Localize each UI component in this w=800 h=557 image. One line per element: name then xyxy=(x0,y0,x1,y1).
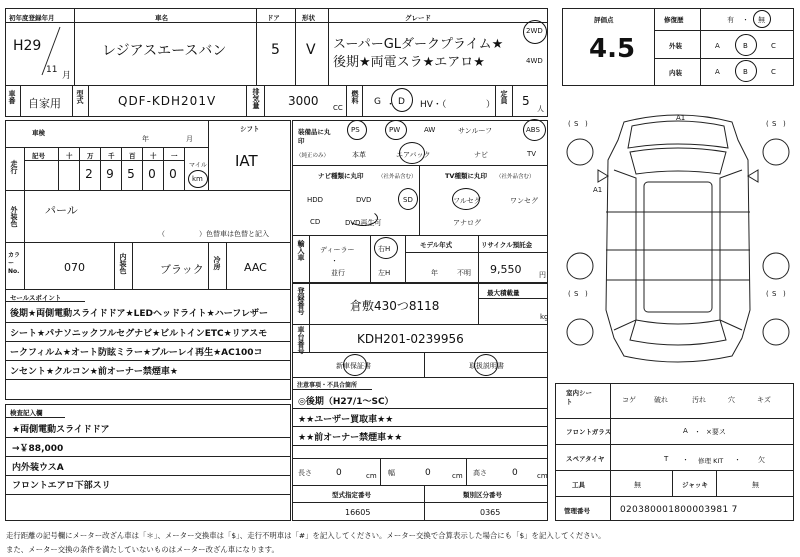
eq-ps: PS xyxy=(351,126,360,134)
diag-s-fr: S xyxy=(772,120,777,128)
place-ichi: 一 xyxy=(171,152,178,160)
left-h-option: 左H xyxy=(378,269,391,277)
shift-label: シフト xyxy=(240,125,260,133)
month-value: 11 xyxy=(46,65,58,75)
class-no-label: 類別区分番号 xyxy=(463,491,502,499)
diag-a1-left: A1 xyxy=(593,186,603,194)
sales-line: ークフィルム★オート防眩ミラー★ブルーレイ再生★AC100コ xyxy=(10,348,263,358)
hood xyxy=(628,121,728,148)
inspector-line: 内外装ウスA xyxy=(12,463,64,473)
navi-dvd: DVD xyxy=(356,196,372,204)
cc-unit: CC xyxy=(333,104,343,112)
mileage-digit: 0 xyxy=(148,167,156,181)
recycle-label: リサイクル預託金 xyxy=(481,241,533,249)
seat-burn: コゲ xyxy=(622,396,636,404)
fuel-close: ） xyxy=(486,100,496,110)
type-class-row xyxy=(292,485,548,521)
dvd-play-arc xyxy=(348,210,378,226)
frame-value: KDH201-0239956 xyxy=(357,332,464,346)
diag-s-ml: S xyxy=(574,290,579,298)
wheel-rr xyxy=(763,253,789,279)
warranty-row xyxy=(292,352,548,378)
notes-line: ★★ユーザー買取車★★ xyxy=(298,415,394,425)
spare-dot2: ・ xyxy=(734,456,741,464)
mileage-digit: 0 xyxy=(169,167,177,181)
diag-a1-top: A1 xyxy=(676,114,686,122)
mileage-digit: 9 xyxy=(106,167,114,181)
dealer-option: ディーラー xyxy=(320,246,355,254)
mgmt-label: 管理番号 xyxy=(564,507,590,515)
int-grade-c: C xyxy=(771,68,776,76)
model-code-value: QDF-KDH201V xyxy=(118,94,217,108)
wheel-rl2 xyxy=(567,319,593,345)
repair-dot: ・ xyxy=(742,16,749,24)
eq-navi: ナビ xyxy=(474,151,488,159)
spare-kit: 修理 KIT xyxy=(698,457,724,465)
car-diagram xyxy=(562,100,794,375)
door-label: ドア xyxy=(267,14,280,22)
tv-fullseg: フルセグ xyxy=(453,197,481,205)
wheel-fl xyxy=(567,139,593,165)
diag-s-mr-close: ) xyxy=(783,290,786,298)
naiso-label: 内装色 xyxy=(119,253,127,274)
body-outline xyxy=(606,115,750,362)
year-label: 初年度登録年月 xyxy=(9,14,55,22)
model-year-year: 年 xyxy=(431,269,438,277)
place-man: 万 xyxy=(87,152,94,160)
exterior-label: 外装 xyxy=(669,42,682,50)
windshield-x: ×要ス xyxy=(706,428,726,436)
recycle-fee: 9,550 xyxy=(490,263,522,276)
roof xyxy=(644,182,712,312)
drive-4wd: 4WD xyxy=(526,57,543,65)
diag-s-fl-close: ) xyxy=(585,120,588,128)
inspector-label: 検査記入欄 xyxy=(10,409,43,417)
diag-s-fl: S xyxy=(574,120,579,128)
displacement-value: 3000 xyxy=(288,94,319,108)
equipment-sub: （純正のみ） xyxy=(296,153,330,159)
door-value: 5 xyxy=(271,42,280,58)
tv-sub: （社外品含む） xyxy=(496,174,535,180)
repair-no: 無 xyxy=(758,16,765,24)
height-cm: cm xyxy=(537,472,548,480)
jack-label: ジャッキ xyxy=(682,481,708,489)
spare-label: スペアタイヤ xyxy=(566,455,605,463)
capacity-value: 5 xyxy=(522,94,530,108)
diag-s-mr-open: ( xyxy=(766,290,769,298)
place-hyaku: 百 xyxy=(129,152,136,160)
color-no-label: カラーNo. xyxy=(8,252,21,275)
capacity-unit: 人 xyxy=(537,105,544,113)
wheel-rr2 xyxy=(763,319,789,345)
use-value: 自家用 xyxy=(28,97,61,110)
color-paren: （ xyxy=(158,230,165,238)
sales-line: 後期★両側電動スライドドア★LEDヘッドライト★ハーフレザー xyxy=(10,309,268,319)
equipment-label: 装備品に丸印 xyxy=(298,128,331,145)
model-type-label: 型式 xyxy=(76,90,84,104)
color-no-value: 070 xyxy=(64,261,85,274)
diag-s-ml-close: ) xyxy=(585,290,588,298)
windshield-label: フロントガラス xyxy=(566,428,612,436)
navi-hdd: HDD xyxy=(307,196,324,204)
inspector-line: ★両側電動スライドドア xyxy=(12,425,110,435)
spec-row xyxy=(5,85,548,117)
drive-2wd: 2WD xyxy=(526,27,543,35)
teiin-label: 定員 xyxy=(500,90,508,104)
shaban-label: 車番 xyxy=(8,90,16,104)
spare-missing: 欠 xyxy=(758,456,765,464)
height-label: 高さ xyxy=(473,469,487,477)
mileage-unit-km: km xyxy=(192,175,203,183)
navi-dvd-play: DVD再生可 xyxy=(345,219,382,227)
height-value: 0 xyxy=(512,468,518,478)
type-no-value: 16605 xyxy=(345,508,371,517)
type-no-label: 型式指定番号 xyxy=(332,491,371,499)
navi-cd: CD xyxy=(310,218,321,226)
eq-abs: ABS xyxy=(526,126,540,134)
mileage-digit: 2 xyxy=(85,167,93,181)
fuel-d: D xyxy=(398,97,405,107)
seat-tear: 破れ xyxy=(654,396,668,404)
tv-label: TV種類に丸印 xyxy=(445,172,487,180)
registration-value: 倉敷430つ8118 xyxy=(350,299,440,313)
length-value: 0 xyxy=(336,468,342,478)
model-year-label: モデル年式 xyxy=(420,241,453,249)
diag-s-fr-close: ) xyxy=(783,120,786,128)
frame-label: 車台番号 xyxy=(297,326,305,354)
windshield-a: A xyxy=(683,427,688,435)
seat-dirt: 汚れ xyxy=(692,396,706,404)
mileage-digit: 5 xyxy=(127,167,135,181)
max-load-unit: kg xyxy=(540,313,549,321)
parallel-option: 並行 xyxy=(331,269,345,277)
eq-airbag: エアバック xyxy=(396,151,431,159)
ext-grade-b: B xyxy=(743,42,748,50)
shape-label: 形状 xyxy=(302,14,315,22)
kisho-label: 記号 xyxy=(32,152,45,160)
inspector-line: →￥88,000 xyxy=(12,444,64,454)
tv-oneseg: ワンセグ xyxy=(510,197,538,205)
footer-line-1: 走行距離の記号欄にメーター改ざん車は「＊」、メーター交換車は「$」、走行不明車は「#」を記入してください。メーター交換で合算表示した場合にも「$」を記入してください。 xyxy=(6,531,606,540)
width-cm: cm xyxy=(452,472,463,480)
shaken-year: 年 xyxy=(142,135,149,143)
car-name-value: レジアスエースバン xyxy=(102,43,227,59)
score-value: 4.5 xyxy=(589,34,636,64)
navi-sub: （社外品含む） xyxy=(378,174,417,180)
diag-s-fr-open: ( xyxy=(766,120,769,128)
year-value: H29 xyxy=(13,38,42,54)
new-warranty-label: 新車保証書 xyxy=(336,362,371,370)
diag-s-fl-open: ( xyxy=(568,120,571,128)
fuel-label: 燃料 xyxy=(351,90,359,104)
tv-analog: アナログ xyxy=(453,219,481,227)
diag-s-ml-open: ( xyxy=(568,290,571,298)
wheel-fr xyxy=(763,139,789,165)
shape-value: V xyxy=(306,42,316,58)
windshield-dot: ・ xyxy=(694,428,701,436)
repair-label: 修復歴 xyxy=(664,16,684,24)
width-value: 0 xyxy=(425,468,431,478)
int-grade-b: B xyxy=(743,68,748,76)
spare-t: T xyxy=(664,455,669,463)
reibo-label: 冷房 xyxy=(213,256,221,270)
tools-value: 無 xyxy=(634,481,641,489)
ext-grade-c: C xyxy=(771,42,776,50)
shaken-label: 車検 xyxy=(32,129,45,137)
right-h-option: 右H xyxy=(378,245,391,253)
wheel-rl xyxy=(567,253,593,279)
eq-sunroof: サンルーフ xyxy=(458,127,493,135)
color-note: ）色替車は色替と記入 xyxy=(199,230,269,238)
repair-yes: 有 xyxy=(727,16,734,24)
length-cm: cm xyxy=(366,472,377,480)
eq-leather: 本革 xyxy=(352,151,366,159)
inspector-line: フロントエアロ下部スリ xyxy=(12,481,111,491)
year-slash xyxy=(38,25,66,77)
ac-value: AAC xyxy=(244,261,267,274)
sales-line: ンセント★クルコン★前オーナー禁煙車★ xyxy=(10,367,178,377)
sales-line: シート★パナソニックフルセグナビ★ビルトインETC★リアスモ xyxy=(10,329,268,339)
registration-label: 登録番号 xyxy=(297,287,305,315)
month-unit: 月 xyxy=(62,71,72,81)
int-grade-a: A xyxy=(715,68,720,76)
shaken-month: 月 xyxy=(186,135,193,143)
eq-tv: TV xyxy=(527,150,537,158)
interior-label: 内装 xyxy=(669,69,682,77)
place-jyu2: 十 xyxy=(150,152,157,160)
place-jyu1: 十 xyxy=(66,152,73,160)
notes-label: 注意事項・不具合箇所 xyxy=(297,382,358,389)
dealer-dot: ・ xyxy=(331,257,338,265)
notes-line: ★★前オーナー禁煙車★★ xyxy=(298,433,403,443)
interior-color-value: ブラック xyxy=(160,263,204,276)
fuel-g: G xyxy=(374,97,381,107)
seat-scratch: キズ xyxy=(757,396,771,404)
grade-value: スーパーGLダークプライム★後期★両電スラ★エアロ★ xyxy=(333,37,504,70)
import-label: 輸入車 xyxy=(297,240,305,261)
grade-label: グレード xyxy=(405,14,431,22)
model-year-unknown: 不明 xyxy=(457,269,471,277)
notes-line: ◎後期（H27/1～SC） xyxy=(298,397,394,407)
eq-pw: PW xyxy=(389,126,401,134)
seat-label: 室内シート xyxy=(566,389,592,406)
dimensions-row xyxy=(292,458,548,486)
place-sen: 千 xyxy=(108,152,115,160)
length-label: 長さ xyxy=(298,469,312,477)
windshield xyxy=(630,148,726,174)
max-load-label: 最大積載量 xyxy=(487,289,520,297)
sales-points-label: セールスポイント xyxy=(10,294,62,302)
jack-value: 無 xyxy=(752,481,759,489)
navi-sd: SD xyxy=(403,196,413,204)
gaiso-label: 外装色 xyxy=(10,206,18,227)
recycle-yen: 円 xyxy=(539,271,546,279)
fuel-hv: HV・（ xyxy=(420,100,447,110)
class-no-value: 0365 xyxy=(480,508,501,517)
fuel-dot: ・ xyxy=(386,100,396,110)
score-label: 評価点 xyxy=(594,16,614,24)
mileage-unit-mile: マイル xyxy=(189,162,207,169)
mgmt-value: 020380001800003981 7 xyxy=(620,505,738,515)
eq-aw: AW xyxy=(424,126,436,134)
ext-grade-a: A xyxy=(715,42,720,50)
manual-label: 取扱説明書 xyxy=(469,362,504,370)
diag-s-mr: S xyxy=(772,290,777,298)
shift-value: IAT xyxy=(235,152,258,170)
width-label: 幅 xyxy=(388,469,395,477)
soko-label: 走行 xyxy=(10,160,18,174)
footer-line-2: また、メーター交換の条件を満たしていないものはメーター改ざん車になります。 xyxy=(6,545,279,554)
color-value: パール xyxy=(45,204,78,217)
exhaust-label: 排気量 xyxy=(252,88,260,109)
car-name-label: 車名 xyxy=(155,14,168,22)
seat-hole: 穴 xyxy=(728,396,735,404)
navi-label: ナビ種類に丸印 xyxy=(318,172,364,180)
spare-dot1: ・ xyxy=(682,456,689,464)
tools-label: 工具 xyxy=(572,481,585,489)
